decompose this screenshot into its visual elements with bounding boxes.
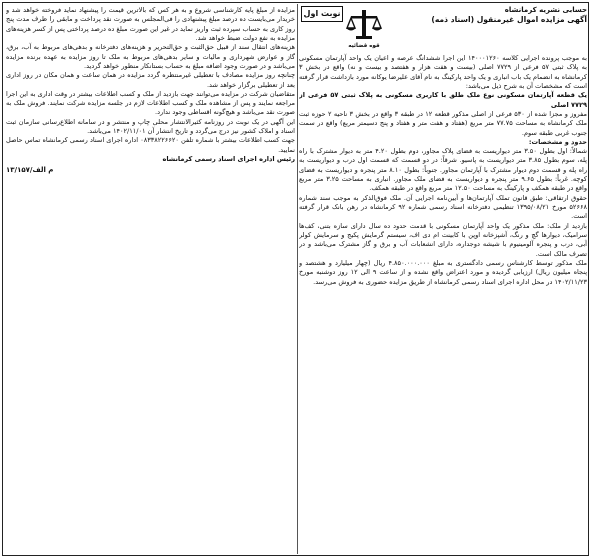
left-column [6, 6, 295, 556]
emblem-caption: قوه قضائیه [348, 43, 380, 49]
spec-body: مفروز و مجزا شده از ۵۳۰ فرعی از اصلی مذکور قطعه ۱۲ در طبقه ۳ واقع در بخش ۳ ناحیه ۲ حوزه ثبت ملک کرمانشاه به مساحت ۷۷.۷۵ متر مربع (هفتاد و هفت متر و هفتاد و پنج دسیمتر مربع) واقع در سمت جنوب غربی طبقه سوم. [299, 109, 587, 137]
price-paragraph: ملک مذکور توسط کارشناس رسمی دادگستری به مبلغ ۴.۸۵۰.۰۰۰.۰۰۰ ریال (چهار میلیارد و هشتصد و پنجاه میلیون ریال) ارزیابی گردیده و مورد اعتراض واقع نشده و از ساعت ۹ الی ۱۲ روز دوشنبه مورخ ۱۴۰۲/۱۱/۲۳ در محل اداره اجرای اسناد رسمی کرمانشاه از طریق مزایده حضوری به فروش می‌رسد. [299, 258, 587, 286]
boundaries-paragraph: شمالاً: اول بطول ۳.۵۰ متر دیواریست به فضای پلاک مجاور، دوم بطول ۴.۲۰ متر به دیوار مشترک با راه پله، سوم بطول ۳.۸۵ متر دیواریست به پاسیو. شرقاً: در دو قسمت که قسمت اول درب و دیواریست به راه پله و قسمت دوم دیوار مشترک با آپارتمان مجاور. جنوباً: بطول ۸.۱۰ متر پنجره و دیواریست به فضای کوچه. غرباً: بطول ۹.۶۵ متر پنجره و دیواریست به فضای ملک مجاور. انباری به مساحت ۳.۲۵ متر مربع واقع در طبقه همکف و پارکینگ به مساحت ۱۲.۵۰ متر مربع واقع در طبقه همکف. [299, 147, 587, 193]
round-badge: نوبت اول [301, 6, 343, 22]
fees-paragraph: هزینه‌های انتقال سند از قبیل حق‌الثبت و حق‌التحریر و هزینه‌های دفترخانه و بدهی‌های مربوط به آب، برق، گاز و عوارض شهرداری و مالیات و سایر بدهی‌های مربوط به ملک تا روز مزایده به عهده برنده مزایده می‌باشد و در صورت وجود اضافه مبلغ به حساب بستانکار منظور خواهد گردید. [6, 43, 295, 70]
spec-title: یک قطعه آپارتمان مسکونی نوع ملک طلق با کاربری مسکونی به پلاک ثبتی ۵۷ فرعی از ۷۷۲۹ اصلی [299, 91, 587, 109]
rights-paragraph: حقوق ارتفاقی: طبق قانون تملک آپارتمان‌ها و آیین‌نامه اجرایی آن. ملک فوق‌الذکر به موجب سند شماره ۵۲۶۶۸ مورخ ۱۳۹۵/۰۸/۲۱ تنظیمی دفترخانه اسناد رسمی شماره ۹۲ کرمانشاه در رهن بانک قرار گرفته است. [299, 193, 587, 221]
footer-code: ۱۳/۱م الف/۵۷ [6, 166, 54, 175]
boundaries-title: حدود و مشخصات: [528, 137, 587, 146]
holiday-paragraph: چنانچه روز مزایده مصادف با تعطیلی غیرمنتظره گردد مزایده در همان ساعت و همان مکان در روز اداری بعد از تعطیلی برگزار خواهد شد. [6, 71, 295, 89]
contact-paragraph: جهت کسب اطلاعات بیشتر با شماره تلفن ۰۸۳۳۸۲۲۶۶۲۰ اداره اجرای اسناد رسمی کرمانشاه تماس حاصل نمایید. [6, 136, 295, 154]
notice-title: آگهی مزایده اموال غیرمنقول (اسناد ذمه) [431, 15, 587, 25]
buyers-paragraph: متقاضیان شرکت در مزایده می‌توانند جهت بازدید از ملک و کسب اطلاعات بیشتر در وقت اداری به این اجرا مراجعه نمایند و پس از مشاهده ملک و کسب اطلاعات لازم در جلسه مزایده شرکت نمایند. فروش ملک به صورت نقد می‌باشد و هیچ‌گونه اقساطی وجود ندارد. [6, 89, 295, 117]
visit-paragraph: بازدید از ملک: ملک مذکور یک واحد آپارتمان مسکونی با قدمت حدود ده سال دارای سازه بتنی، کف‌ها سرامیک، دیوارها گچ و رنگ، آشپزخانه اوپن با کابینت ام دی اف، سیستم گرمایش پکیج و سرمایش کولر آبی، درب و پنجره آلومینیوم با شیشه دوجداره، دارای انشعابات آب و برق و گاز مشترک می‌باشد و در تصرف مالک است. [299, 221, 587, 258]
right-column [299, 6, 587, 556]
publication-note: این آگهی در یک نوبت در روزنامه کثیرالانتشار محلی چاپ و منتشر و در سامانه اطلاع‌رسانی سازمان ثبت اسناد و املاک کشور نیز درج می‌گردد و تاریخ انتشار آن ۱۴۰۲/۱۱/۰۱ می‌باشد. [6, 117, 295, 136]
intro-paragraph: به موجب پرونده اجرایی کلاسه ۱۴۰۰۰۱۲۶۰ این اجرا ششدانگ عرصه و اعیان یک واحد آپارتمان مسکونی به پلاک ثبتی ۵۷ فرعی از ۷۷۲۹ اصلی (بیست و هفت هزار و هفتصد و بیست و نه) واقع در بخش ۳ کرمانشاه به انضمام یک باب انباری و یک واحد پارکینگ به نام آقای علیرضا یوکانه مورد بازداشت قرار گرفته است که مشخصات آن به شرح ذیل می‌باشد: [299, 54, 587, 90]
notice-header [299, 6, 587, 54]
column-divider [297, 4, 298, 554]
header-text [392, 6, 587, 25]
signature-line: رئیس اداره اجرای اسناد رسمی کرمانشاه [162, 155, 295, 163]
header-stamp [299, 6, 385, 52]
org-name: حسابی نشریه کرمانشاه [504, 6, 587, 14]
conditions-paragraph: مزایده از مبلغ پایه کارشناسی شروع و به هر کس که بالاترین قیمت را پیشنهاد نماید فروخته خواهد شد و خریدار می‌بایست ده درصد مبلغ پیشنهادی را فی‌المجلس به صورت نقد پرداخت و مابقی را ظرف مدت پنج روز کاری به حساب سپرده ثبت واریز نماید در غیر این صورت مبلغ ده درصد پرداختی پس از کسر هزینه‌های مزایده به نفع دولت ضبط خواهد شد. [6, 6, 295, 42]
